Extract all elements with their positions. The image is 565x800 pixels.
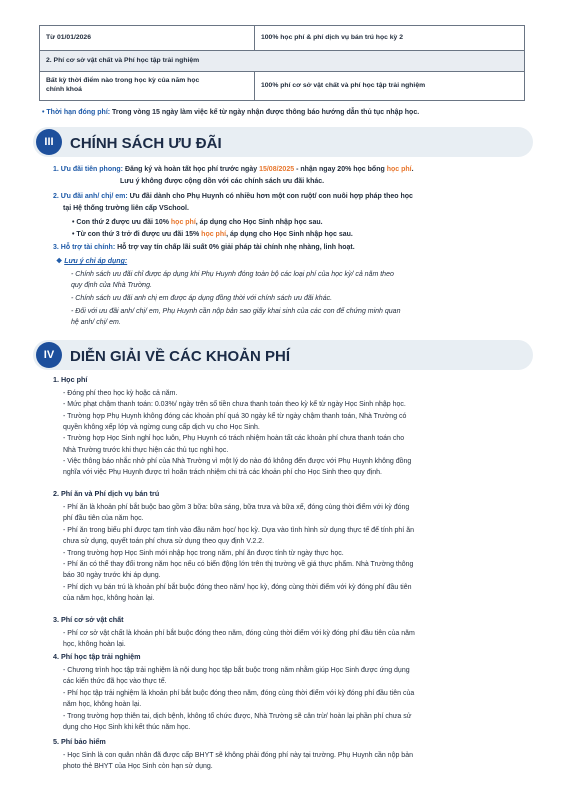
offer-text: Đăng ký và hoàn tất học phí trước ngày — [124, 166, 258, 173]
paragraph-line: học, không hoàn lại. — [63, 641, 126, 649]
paragraph-line: - Chương trình học tập trải nghiệm là nội dung học tập bắt buộc trong năm nhằm giúp Học Sinh được ứng dụng — [63, 667, 410, 674]
offer-item — [53, 192, 413, 202]
diamond-icon: ❖ — [56, 258, 63, 265]
section-number-badge: IV — [36, 342, 62, 368]
offer-label: Ưu đãi anh/ chị/ em: — [60, 193, 128, 200]
section-number-badge: III — [36, 129, 62, 155]
paragraph-line: quyền không xếp lớp và ngừng cung cấp dịch vụ cho Học Sinh. — [63, 423, 260, 431]
table-row — [40, 72, 525, 101]
paragraph-line: - Phí ăn có thể thay đổi trong năm học nếu có biến động lớn trên thị trường về giá thực phẩm. Nhà Trường thông — [63, 561, 414, 568]
offer-label: Hỗ trợ tài chính: — [60, 244, 116, 251]
paragraph-line: - Trong trường hợp thiên tai, dịch bệnh, không tổ chức được, Nhà Trường sẽ cân trừ/ hoàn lại phần phí chưa sử — [63, 712, 412, 720]
sub-text: Con thứ 2 được ưu đãi 10% — [76, 219, 169, 226]
sub-text: , áp dụng cho Học Sinh nhập học sau. — [226, 231, 353, 238]
offer-sub-item — [72, 230, 353, 240]
paragraph-line: - Phí ăn là khoản phí bắt buộc bao gồm 3 bữa: bữa sáng, bữa trưa và bữa xế, đóng cùng thời điểm với kỳ đóng — [63, 504, 410, 511]
note-line: - Đối với ưu đãi anh/ chị/ em, Phụ Huynh cần nộp bản sao giấy khai sinh của các con để chứng minh quan — [71, 308, 401, 315]
sub-text: Từ con thứ 3 trở đi được ưu đãi 15% — [76, 231, 200, 238]
offer-date: 15/08/2025 — [259, 166, 295, 173]
paragraph-line: - Phí ăn trong biểu phí được tạm tính vào đầu năm học/ học kỳ. Dựa vào tình hình sử dụng thực tế để tính phí ăn — [63, 526, 414, 534]
paragraph-line: - Phí học tập trải nghiệm là khoản phí bắt buộc đóng theo năm, đóng cùng thời điểm với kỳ đóng phí đầu tiên của — [63, 689, 415, 697]
deadline-text: Trong vòng 15 ngày làm việc kể từ ngày nhận được thông báo hướng dẫn thủ tục nhập học. — [112, 109, 420, 116]
subsection-heading: 3. Phí cơ sở vật chất — [53, 615, 124, 624]
paragraph-line: - Học Sinh là con quân nhân đã được cấp BHYT sẽ không phải đóng phí này tại trường. Phụ Huynh cần nộp bản — [63, 752, 413, 759]
note-line: hệ anh/ chị/ em. — [71, 319, 121, 326]
offer-item — [53, 243, 355, 253]
note-line: - Chính sách ưu đãi chỉ được áp dụng khi Phụ Huynh đóng toàn bộ các loại phí của học kỳ/ cả năm theo — [71, 271, 394, 278]
paragraph-line: năm học, không hoàn lại. — [63, 701, 142, 709]
paragraph-line: - Trường hợp Phụ Huynh không đóng các khoản phí quá 30 ngày kể từ ngày chậm thanh toán, Nhà Trường có — [63, 412, 407, 420]
fee-highlight: học phí — [201, 231, 227, 238]
paragraph-line: của năm học, không hoàn lại. — [63, 595, 155, 603]
punctuation: . — [411, 166, 414, 173]
subsection-heading: 5. Phí bảo hiểm — [53, 737, 106, 746]
table-cell: 100% học phí & phí dịch vụ bán trú học kỳ 2 — [255, 26, 525, 51]
deadline-label: Thời hạn đóng phí: — [46, 109, 111, 116]
subsection-heading: 2. Phí ăn và Phí dịch vụ bán trú — [53, 489, 160, 498]
fee-highlight: học phí — [170, 219, 196, 226]
paragraph-line: các kiến thức đã học vào thực tế. — [63, 678, 167, 686]
paragraph-line: phí đầu tiên của năm học. — [63, 515, 144, 523]
paragraph-line: - Trường hợp Học Sinh nghỉ học luôn, Phụ Huynh có trách nhiệm hoàn tất các khoản phí chưa thanh toán cho — [63, 435, 405, 443]
bullet-icon: • — [72, 231, 75, 238]
note-line: quy định của Nhà Trường. — [71, 282, 152, 289]
table-cell — [40, 72, 255, 101]
fee-highlight: học phí — [386, 166, 412, 173]
table-row — [40, 26, 525, 51]
table-section-row — [40, 51, 525, 72]
offer-note: Lưu ý không được cộng dồn với các chính sách ưu đãi khác. — [120, 178, 325, 185]
section-title: DIỄN GIẢI VỀ CÁC KHOẢN PHÍ — [70, 348, 291, 365]
item-number: 1. — [53, 166, 59, 173]
offer-label: Ưu đãi tiên phong: — [60, 166, 123, 173]
payment-deadline-note — [42, 108, 419, 118]
cell-line: chính khoá — [46, 86, 82, 93]
note-heading — [56, 257, 127, 267]
paragraph-line: - Phí dịch vụ bán trú là khoản phí bắt buộc đóng theo năm/ học kỳ, đóng cùng thời điểm với kỳ đóng phí đầu tiên — [63, 583, 412, 591]
paragraph-line: Nhà Trường trước khi thực hiện các thủ tục nghỉ học. — [63, 446, 229, 454]
item-number: 3. — [53, 244, 59, 251]
table-cell: 100% phí cơ sở vật chất và phí học tập trải nghiệm — [255, 72, 525, 101]
subsection-heading: 1. Học phí — [53, 375, 88, 384]
paragraph-line: - Mức phạt chậm thanh toán: 0.03%/ ngày trên số tiền chưa thanh toán theo kỳ kể từ ngày Học Sinh nhập học. — [63, 401, 406, 409]
table-section-heading: 2. Phí cơ sở vật chất và Phí học tập trải nghiệm — [40, 51, 525, 72]
paragraph-line: nghĩa với việc Phụ Huynh được trì hoãn trách nhiệm chi trả các khoản phí cho Học Sinh theo quy định. — [63, 469, 382, 477]
item-number: 2. — [53, 193, 59, 200]
bullet-icon: • — [72, 219, 75, 226]
paragraph-line: - Việc thông báo nhắc nhở phí của Nhà Trường vì một lý do nào đó không đến được với Phụ Huynh không đồng — [63, 457, 412, 465]
offer-text: Ưu đãi dành cho Phụ Huynh có nhiều hơn một con ruột/ con nuôi hợp pháp theo học — [129, 193, 413, 200]
bullet-icon: • — [42, 109, 45, 116]
paragraph-line: - Đóng phí theo học kỳ hoặc cả năm. — [63, 390, 178, 397]
section-title: CHÍNH SÁCH ƯU ĐÃI — [70, 135, 222, 152]
note-line: - Chính sách ưu đãi anh chị em được áp dụng đồng thời với chính sách ưu đãi khác. — [71, 295, 333, 302]
paragraph-line: báo 30 ngày trước khi áp dụng. — [63, 572, 161, 580]
offer-text: Hỗ trợ vay tín chấp lãi suất 0% giải pháp tài chính nhẹ nhàng, linh hoạt. — [117, 244, 355, 251]
fee-schedule-table — [39, 25, 525, 101]
cell-line: Bất kỳ thời điểm nào trong học kỳ của năm học — [46, 77, 200, 85]
paragraph-line: chưa sử dụng, quyết toán phí chưa sử dụng theo quy định V.2.2. — [63, 538, 265, 546]
table-cell: Từ 01/01/2026 — [40, 26, 255, 51]
paragraph-line: - Phí cơ sở vật chất là khoản phí bắt buộc đóng theo năm, đóng cùng thời điểm với kỳ đóng phí đầu tiên của năm — [63, 630, 415, 637]
paragraph-line: dụng cho Học Sinh khi kết thúc năm học. — [63, 724, 191, 731]
paragraph-line: - Trong trường hợp Học Sinh mới nhập học trong năm, phí ăn được tính từ ngày thực học. — [63, 549, 344, 557]
offer-text: - nhận ngay 20% học bổng — [296, 166, 385, 173]
offer-item — [53, 165, 414, 175]
offer-text-continued: tại Hệ thống trường liên cấp VSchool. — [63, 205, 189, 212]
note-title: Lưu ý chỉ áp dụng: — [64, 258, 128, 265]
offer-sub-item — [72, 218, 323, 228]
subsection-heading: 4. Phí học tập trải nghiệm — [53, 652, 141, 661]
paragraph-line: photo thẻ BHYT của Học Sinh còn hạn sử dụng. — [63, 763, 213, 771]
sub-text: , áp dụng cho Học Sinh nhập học sau. — [195, 219, 323, 226]
